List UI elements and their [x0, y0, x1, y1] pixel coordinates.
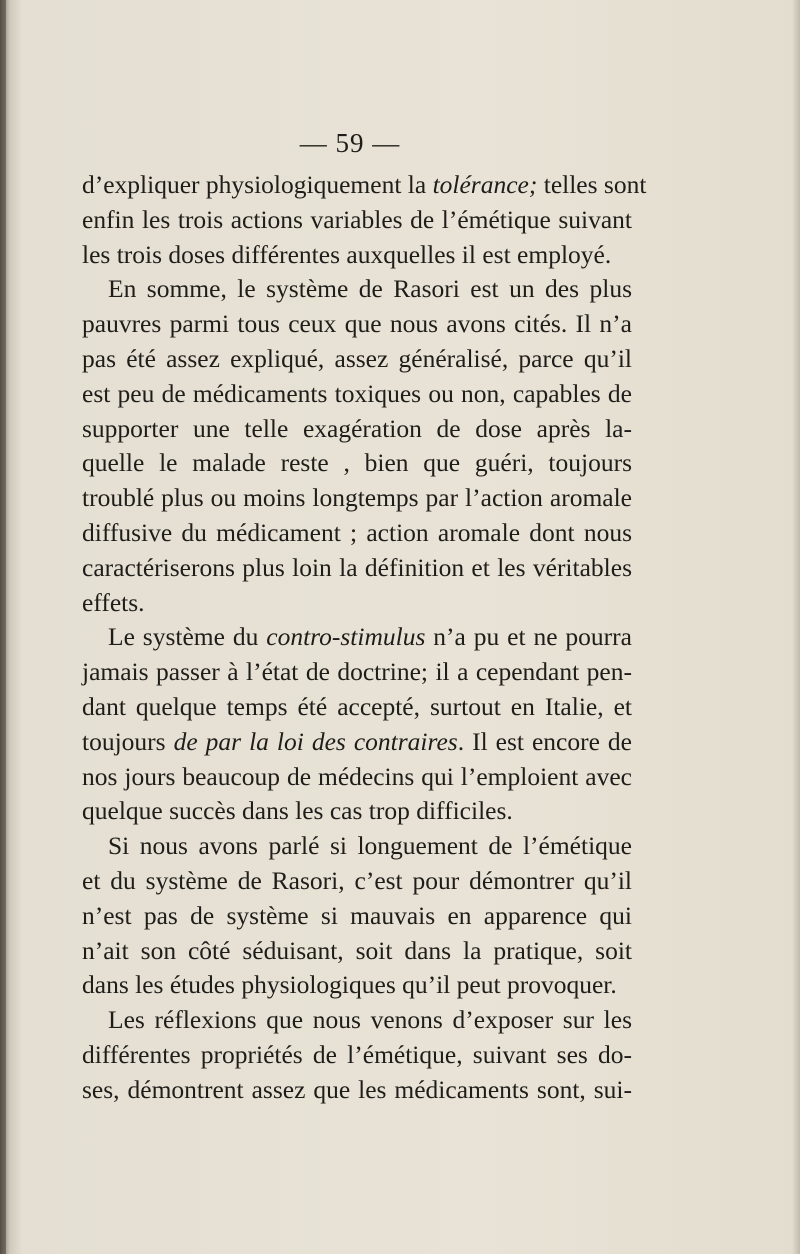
text-line: pauvres parmi tous ceux que nous avons cités. Il n’a: [82, 309, 632, 339]
text-line: Si nous avons parlé si longuement de l’émétique: [108, 831, 632, 861]
text-line: toujours de par la loi des contraires. Il est encore de: [82, 726, 633, 756]
text-line: dant quelque temps été accepté, surtout en Italie, et: [82, 691, 632, 721]
body-text: [82, 168, 647, 1108]
text-line: diffusive du médicament ; action aromale dont nous: [82, 517, 632, 547]
text-line: effets.: [82, 587, 145, 617]
text-line: dans les études physiologiques qu’il peut provoquer.: [82, 970, 617, 1000]
text-line: les trois doses différentes auxquelles il est employé.: [82, 239, 612, 269]
text-line: caractériserons plus loin la définition et les véritables: [82, 552, 632, 582]
text-line: quelle le malade reste , bien que guéri, toujours: [82, 448, 632, 478]
text-line: Les réflexions que nous venons d’exposer sur les: [108, 1005, 632, 1035]
text-line: est peu de médicaments toxiques ou non, capables de: [82, 378, 632, 408]
text-line: Le système du contro-stimulus n’a pu et ne pourra: [108, 622, 632, 652]
text-line: troublé plus ou moins longtemps par l’action aromale: [82, 483, 632, 513]
text-line: n’ait son côté séduisant, soit dans la pratique, soit: [82, 935, 632, 965]
text-line: d’expliquer physiologiquement la tolérance; telles sont: [82, 170, 647, 199]
text-line: jamais passer à l’état de doctrine; il a cependant pen-: [82, 657, 632, 687]
text-line: supporter une telle exagération de dose après la-: [82, 413, 632, 443]
text-line: n’est pas de système si mauvais en apparence qui: [82, 900, 632, 930]
text-line: enfin les trois actions variables de l’émétique suivant: [82, 204, 632, 234]
page-edge-shadow: [792, 0, 800, 1254]
text-line: ses, démontrent assez que les médicaments sont, sui-: [82, 1074, 632, 1104]
text-line: quelque succès dans les cas trop difficiles.: [82, 796, 513, 826]
text-line: nos jours beaucoup de médecins qui l’emploient avec: [82, 761, 632, 791]
page-spine-shadow: [0, 0, 6, 1254]
text-line: En somme, le système de Rasori est un des plus: [108, 274, 632, 304]
text-line: pas été assez expliqué, assez généralisé, parce qu’il: [82, 343, 632, 373]
text-line: et du système de Rasori, c’est pour démontrer qu’il: [82, 865, 632, 895]
text-line: différentes propriétés de l’émétique, suivant ses do-: [82, 1039, 632, 1069]
page-number: — 59 —: [299, 128, 401, 158]
